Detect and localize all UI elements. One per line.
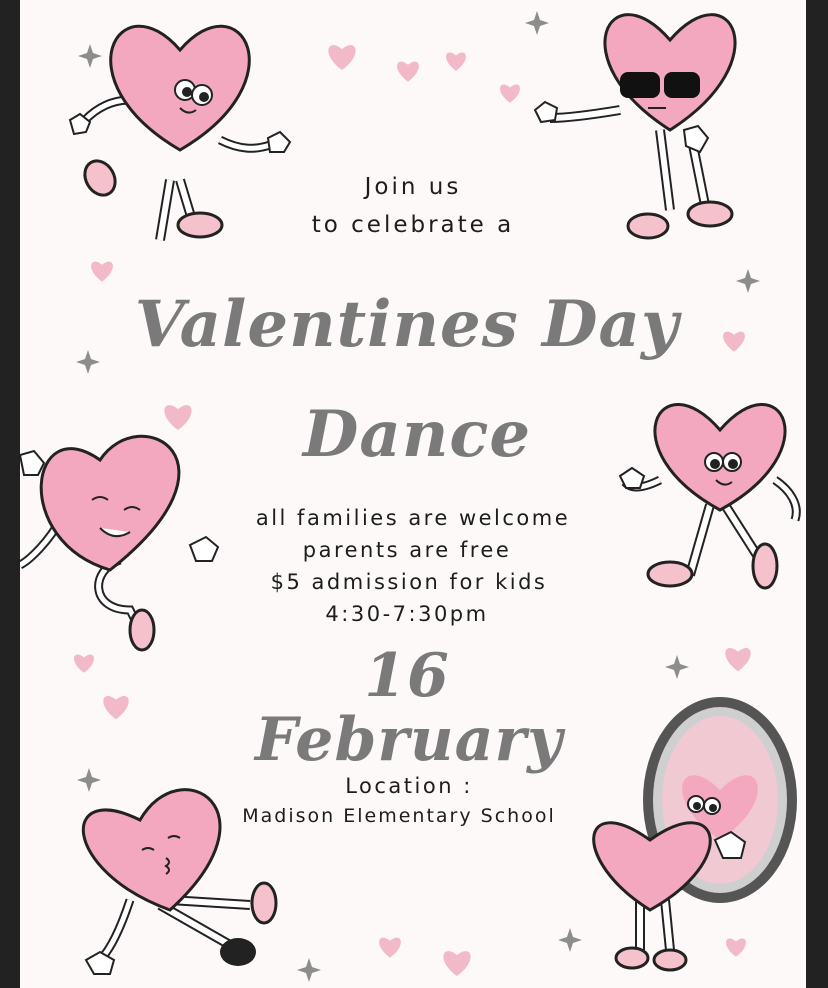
heart-icon	[397, 62, 419, 82]
sparkle-icon	[525, 11, 549, 35]
heart-icon	[91, 262, 113, 282]
sparkle-icon	[558, 928, 582, 952]
intro-line-2: to celebrate a	[311, 212, 515, 238]
intro-line-1: Join us	[364, 174, 462, 200]
sparkle-icon	[78, 44, 102, 68]
detail-parents: parents are free	[302, 538, 512, 562]
heart-icon	[328, 45, 355, 70]
location-label: Location :	[345, 774, 473, 798]
decorations	[20, 0, 806, 988]
location-name: Madison Elementary School	[242, 805, 556, 827]
title-line-1: Valentines Day	[134, 287, 680, 362]
heart-icon	[726, 939, 746, 957]
sparkle-icon	[297, 958, 321, 982]
detail-admission: $5 admission for kids	[270, 570, 548, 594]
heart-icon	[500, 85, 520, 103]
event-day: 16	[364, 641, 450, 711]
detail-families: all families are welcome	[255, 506, 571, 530]
event-month: February	[254, 705, 564, 775]
heart-icon	[443, 951, 470, 976]
title-line-2: Dance	[302, 397, 532, 472]
heart-icon	[379, 938, 401, 958]
heart-icon	[446, 53, 466, 71]
detail-time: 4:30-7:30pm	[325, 602, 489, 626]
valentines-poster	[20, 0, 806, 988]
